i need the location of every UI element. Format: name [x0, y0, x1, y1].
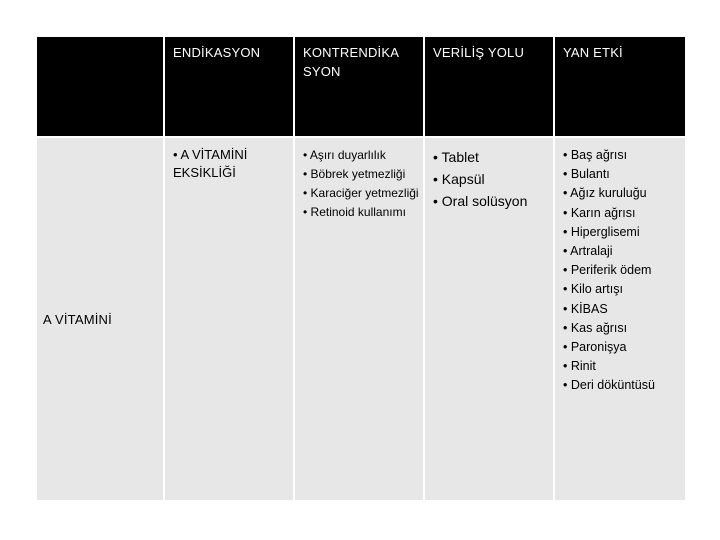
row-label: A VİTAMİNİ — [43, 311, 112, 327]
list-item: • Kapsül — [433, 171, 485, 187]
list-item: • Periferik ödem — [563, 263, 652, 278]
row-label-cell — [37, 138, 165, 502]
list-item: • Baş ağrısı — [563, 148, 628, 162]
list-item: • Rinit — [563, 359, 596, 374]
yan-etki-cell — [555, 138, 685, 502]
list-item: • Oral solüsyon — [433, 193, 528, 209]
list-item: • Deri döküntüsü — [563, 378, 655, 393]
yan-etki-list — [555, 138, 685, 396]
kontrendikasyon-cell — [295, 138, 425, 502]
header-cell-yan-etki: YAN ETKİ — [555, 37, 685, 138]
list-item: • A VİTAMİNİ EKSİKLİĞİ — [173, 147, 248, 180]
endikasyon-cell — [165, 138, 295, 502]
list-item: • Karaciğer yetmezliği — [303, 186, 419, 200]
header-cell-kontrendikasyon: KONTRENDİKA SYON — [295, 37, 425, 138]
kontrendikasyon-list — [295, 138, 423, 222]
list-item: • Kas ağrısı — [563, 320, 628, 335]
verilis-yolu-cell — [425, 138, 555, 502]
list-item: • Paronişya — [563, 340, 627, 355]
endikasyon-list — [165, 138, 293, 182]
list-item: • Bulantı — [563, 167, 610, 182]
list-item: • Hiperglisemi — [563, 224, 640, 239]
header-cell-endikasyon: ENDİKASYON — [165, 37, 295, 138]
list-item: • Aşırı duyarlılık — [303, 148, 386, 162]
header-cell-empty — [37, 37, 165, 138]
list-item: • Artralaji — [563, 244, 613, 259]
drug-table — [37, 37, 685, 502]
list-item: • Kilo artışı — [563, 282, 623, 297]
verilis-yolu-list — [425, 138, 553, 212]
list-item: • Karın ağrısı — [563, 205, 636, 220]
list-item: • Böbrek yetmezliği — [303, 167, 406, 181]
header-cell-verilis-yolu: VERİLİŞ YOLU — [425, 37, 555, 138]
list-item: • Tablet — [433, 149, 479, 165]
list-item: • Ağız kuruluğu — [563, 186, 647, 201]
list-item: • Retinoid kullanımı — [303, 205, 406, 219]
list-item: • KİBAS — [563, 301, 608, 316]
